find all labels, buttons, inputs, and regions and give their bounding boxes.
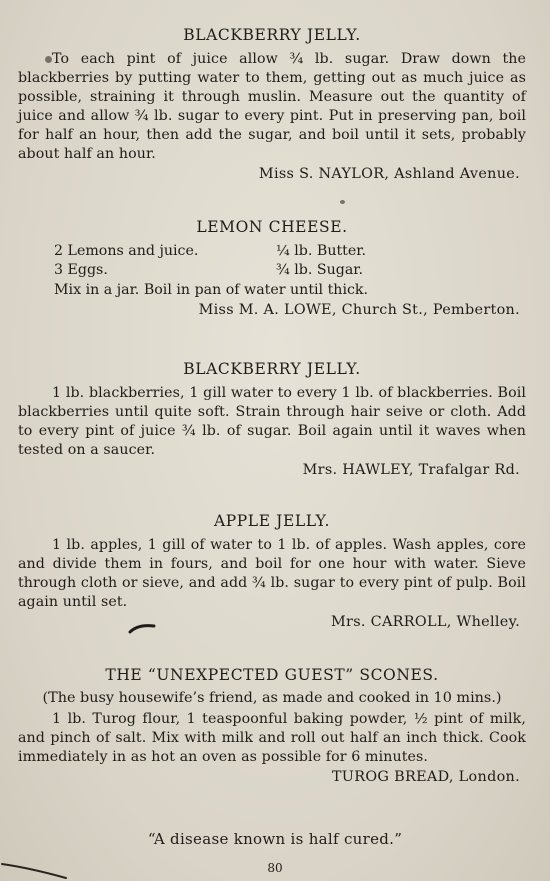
recipe-contributor: Miss M. A. LOWE, Church St., Pemberton. (198, 302, 520, 318)
ingredient-left: 2 Lemons and juice. (54, 243, 199, 259)
ink-smudge (45, 56, 52, 63)
ingredient-left: 3 Eggs. (54, 262, 108, 278)
recipe-title: APPLE JELLY. (213, 512, 331, 530)
recipe-contributor: Mrs. HAWLEY, Trafalgar Rd. (302, 462, 520, 478)
ingredient-right: ¾ lb. Sugar. (276, 262, 364, 278)
recipe-instructions: 1 lb. Turog flour, 1 teaspoonful baking powder, ½ pint of milk, and pinch of salt. Mix with milk and roll out half an inch thick. Cook immediately in as hot an oven as possible for 6 minutes. (18, 711, 526, 765)
footer-quote: “A disease known is half cured.” (147, 830, 403, 848)
page-number: 80 (267, 861, 283, 875)
recipe-apple-jelly (18, 512, 526, 630)
ink-smudge (340, 200, 345, 204)
recipe-contributor: Miss S. NAYLOR, Ashland Avenue. (258, 166, 520, 182)
ingredient-right: ¼ lb. Butter. (276, 243, 366, 259)
recipe-subtitle: (The busy housewife’s friend, as made and cooked in 10 mins.) (42, 690, 502, 706)
recipe-unexpected-guest-scones (18, 666, 526, 785)
recipe-title: BLACKBERRY JELLY. (183, 26, 361, 44)
recipe-blackberry-jelly-hawley (18, 360, 526, 478)
recipe-title: BLACKBERRY JELLY. (183, 360, 361, 378)
recipe-instructions: To each pint of juice allow ¾ lb. sugar. Draw down the blackberries by putting water to them, getting out as much juice as possible, straining it through muslin. Measure out the quantity of juice and allow ¾ lb. sugar to every pint. Put in preserving pan, boil for half an hour, then add the sugar, and boil until it sets, probably about half an hour. (18, 51, 526, 162)
ingredient-row (18, 242, 526, 261)
recipe-instructions: 1 lb. apples, 1 gill of water to 1 lb. of apples. Wash apples, core and divide them in fours, and boil for one hour with water. Sieve through cloth or sieve, and add ¾ lb. sugar to every pint of pulp. Boil again until set. (18, 537, 526, 610)
recipe-blackberry-jelly-naylor (18, 26, 526, 182)
ink-corner-mark (0, 858, 70, 880)
ingredient-row (18, 261, 526, 280)
recipe-lemon-cheese (18, 218, 526, 318)
ingredient-list (18, 242, 526, 280)
recipe-contributor: Mrs. CARROLL, Whelley. (331, 614, 520, 630)
recipe-instructions: Mix in a jar. Boil in pan of water until thick. (54, 282, 369, 298)
recipe-instructions: 1 lb. blackberries, 1 gill water to every 1 lb. of blackberries. Boil blackberries until quite soft. Strain through hair seive or cloth. Add to every pint of juice ¾ lb. of sugar. Boil again until it waves when tested on a saucer. (18, 385, 526, 458)
recipe-title: LEMON CHEESE. (196, 218, 348, 236)
ink-stroke-mark (128, 622, 158, 636)
recipe-contributor: TUROG BREAD, London. (331, 769, 520, 785)
recipe-title: THE “UNEXPECTED GUEST” SCONES. (105, 666, 439, 684)
